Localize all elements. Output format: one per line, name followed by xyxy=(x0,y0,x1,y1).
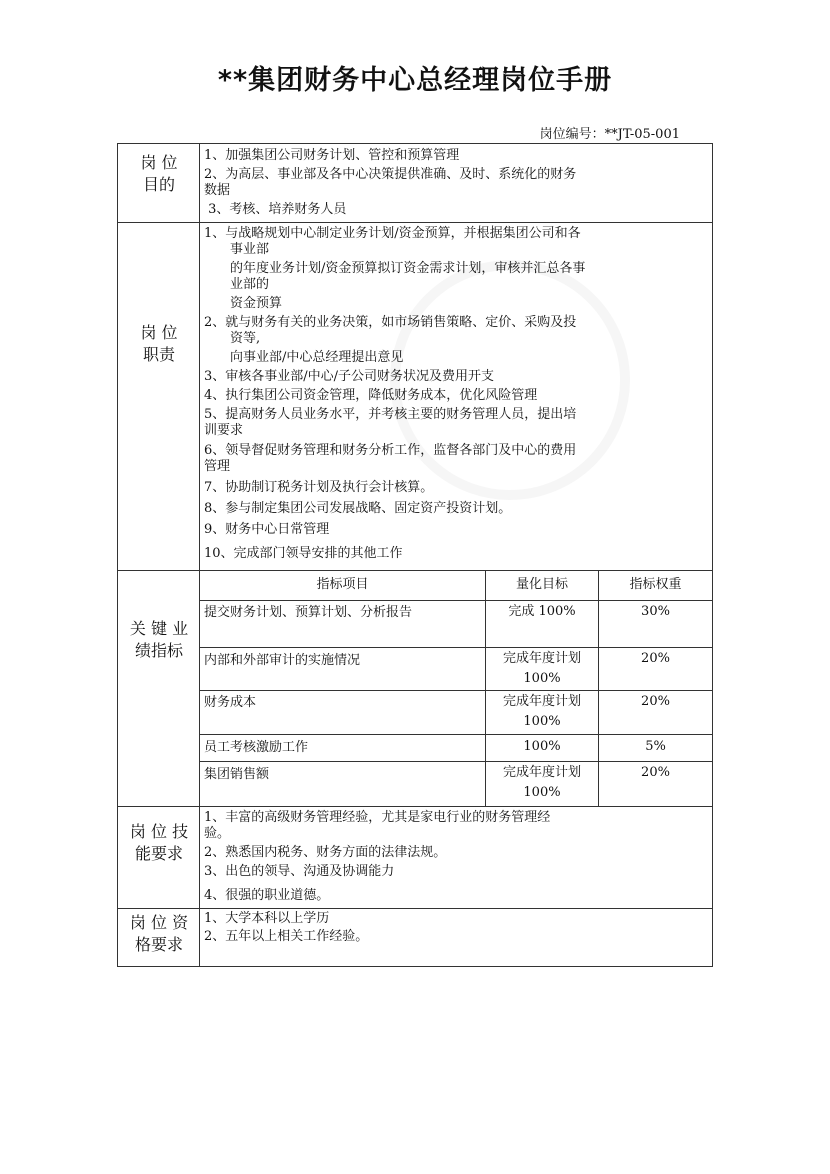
kpi-row-target xyxy=(486,691,598,733)
duty-item: 2、就与财务有关的业务决策，如市场销售策略、定价、采购及投 xyxy=(204,315,577,330)
kpi-row-item: 提交财务计划、预算计划、分析报告 xyxy=(204,605,413,620)
kpi-row-target xyxy=(486,648,598,690)
purpose-label-line: 目的 xyxy=(142,175,175,194)
kpi-row-item: 财务成本 xyxy=(204,695,257,710)
kpi-target-line: 100% xyxy=(523,714,561,729)
duty-item: 业部的 xyxy=(230,277,270,292)
duty-item: 管理 xyxy=(204,459,231,474)
kpi-target-line: 完成年度计划 xyxy=(502,765,581,780)
duty-item: 10、完成部门领导安排的其他工作 xyxy=(204,546,403,561)
qualifications-list xyxy=(204,911,368,945)
kpi-row-weight: 20% xyxy=(641,651,670,666)
duties-label xyxy=(118,322,200,366)
qualification-item: 1、大学本科以上学历 xyxy=(204,911,330,926)
row-divider xyxy=(118,908,712,909)
kpi-header-weight: 指标权重 xyxy=(629,577,682,592)
skill-item: 3、出色的领导、沟通及协调能力 xyxy=(204,864,395,879)
duty-item: 8、参与制定集团公司发展战略、固定资产投资计划。 xyxy=(204,501,512,516)
kpi-label xyxy=(118,618,200,662)
kpi-row-target xyxy=(486,601,598,623)
kpi-target-line: 完成年度计划 xyxy=(502,694,581,709)
row-divider xyxy=(118,570,712,571)
skills-label-line: 能要求 xyxy=(134,844,183,863)
kpi-target-line: 完成年度计划 xyxy=(502,651,581,666)
kpi-row-item: 集团销售额 xyxy=(204,767,270,782)
duty-item: 向事业部/中心总经理提出意见 xyxy=(230,350,404,365)
duties-list xyxy=(204,226,585,562)
kpi-header-item: 指标项目 xyxy=(316,577,369,592)
qualifications-label-line: 岗 位 资 xyxy=(129,913,189,932)
duty-item: 7、协助制订税务计划及执行会计核算。 xyxy=(204,480,434,495)
kpi-row-weight: 30% xyxy=(641,604,670,619)
duty-item: 的年度业务计划/资金预算拟订资金需求计划，审核并汇总各事 xyxy=(230,261,586,276)
duties-label-line: 岗 位 xyxy=(140,323,178,342)
qualifications-label xyxy=(118,912,200,956)
kpi-row-item: 内部和外部审计的实施情况 xyxy=(204,653,361,668)
skills-label xyxy=(118,821,200,865)
purpose-item: 2、为高层、事业部及各中心决策提供准确、及时、系统化的财务 xyxy=(204,167,577,182)
kpi-row-weight: 5% xyxy=(645,739,666,754)
duty-item: 训要求 xyxy=(204,423,244,438)
kpi-row-target xyxy=(486,762,598,804)
kpi-target-line: 100% xyxy=(523,739,561,754)
duty-item: 事业部 xyxy=(230,242,270,257)
skills-list xyxy=(204,810,550,904)
purpose-item: 3、考核、培养财务人员 xyxy=(204,202,347,217)
duty-item: 5、提高财务人员业务水平，并考核主要的财务管理人员，提出培 xyxy=(204,407,577,422)
skills-label-line: 岗 位 技 xyxy=(129,822,189,841)
kpi-row-target xyxy=(486,736,598,758)
kpi-row-weight: 20% xyxy=(641,694,670,709)
duty-item: 4、执行集团公司资金管理，降低财务成本，优化风险管理 xyxy=(204,388,538,403)
kpi-label-line: 关 键 业 xyxy=(129,619,189,638)
skill-item: 4、很强的职业道德。 xyxy=(204,888,330,903)
duty-item: 资等, xyxy=(230,331,261,346)
kpi-row-weight: 20% xyxy=(641,765,670,780)
purpose-list xyxy=(204,148,576,218)
kpi-label-line: 绩指标 xyxy=(134,641,183,660)
qualifications-label-line: 格要求 xyxy=(134,935,183,954)
duty-item: 1、与战略规划中心制定业务计划/资金预算，并根据集团公司和各 xyxy=(204,226,581,241)
duty-item: 6、领导督促财务管理和财务分析工作，监督各部门及中心的费用 xyxy=(204,443,577,458)
duty-item: 资金预算 xyxy=(230,296,283,311)
kpi-target-line: 完成 100% xyxy=(508,604,576,619)
kpi-header-target: 量化目标 xyxy=(515,577,568,592)
skill-item: 2、熟悉国内税务、财务方面的法律法规。 xyxy=(204,845,447,860)
kpi-row-divider xyxy=(199,734,712,735)
skill-item: 1、丰富的高级财务管理经验，尤其是家电行业的财务管理经 xyxy=(204,810,551,825)
position-code: 岗位编号：**JT-05-001 xyxy=(539,127,680,142)
kpi-row-item: 员工考核激励工作 xyxy=(204,740,309,755)
purpose-label xyxy=(118,152,200,196)
job-manual-table xyxy=(117,143,713,967)
skill-item: 验。 xyxy=(204,826,231,841)
page-title: **集团财务中心总经理岗位手册 xyxy=(217,65,613,96)
row-divider xyxy=(118,806,712,807)
duty-item: 3、审核各事业部/中心/子公司财务状况及费用开支 xyxy=(204,369,495,384)
duties-label-line: 职责 xyxy=(142,345,175,364)
kpi-target-line: 100% xyxy=(523,785,561,800)
kpi-target-line: 100% xyxy=(523,671,561,686)
qualification-item: 2、五年以上相关工作经验。 xyxy=(204,929,369,944)
purpose-label-line: 岗 位 xyxy=(140,153,178,172)
purpose-item: 数据 xyxy=(204,183,231,198)
row-divider xyxy=(118,222,712,223)
purpose-item: 1、加强集团公司财务计划、管控和预算管理 xyxy=(204,148,460,163)
duty-item: 9、财务中心日常管理 xyxy=(204,522,330,537)
